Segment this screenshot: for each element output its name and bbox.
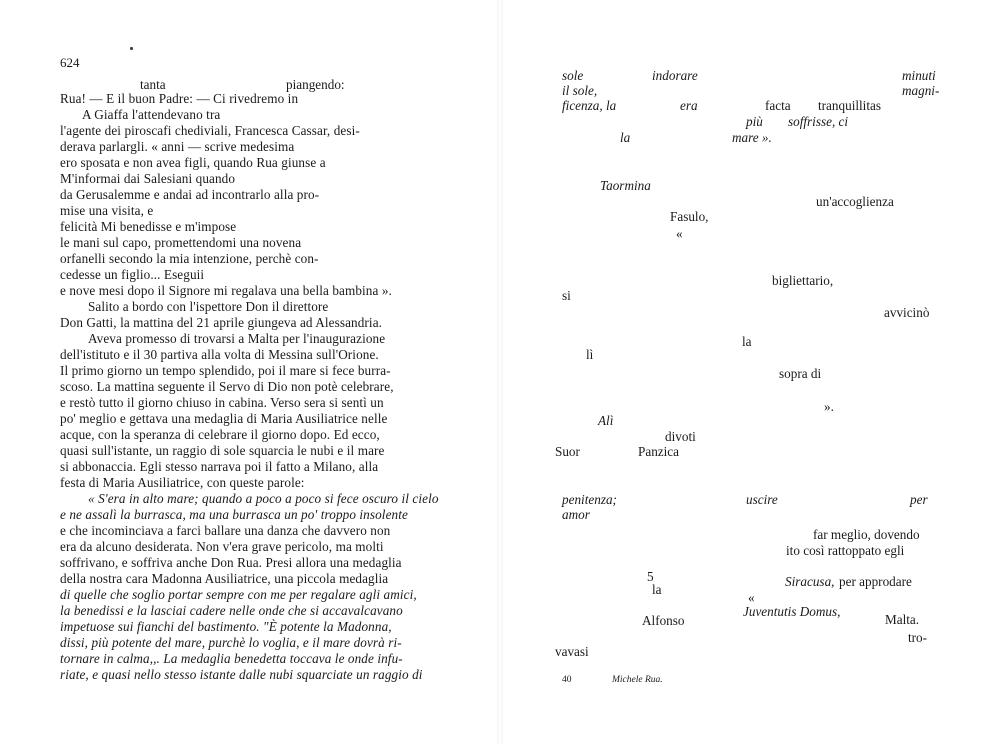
text-line: della nostra cara Madonna Ausiliatrice, una piccola medaglia bbox=[60, 571, 389, 586]
text-line: si abbonaccia. Egli stesso narrava poi il fatto a Milano, alla bbox=[60, 459, 379, 474]
text-fragment: ito così rattoppato egli bbox=[786, 543, 905, 558]
text-fragment: tro- bbox=[908, 630, 928, 645]
text-fragment: minuti bbox=[902, 68, 936, 83]
text-fragment: la bbox=[620, 130, 631, 145]
text-line: po' meglio e gettava una medaglia di Maria Ausiliatrice nelle bbox=[60, 411, 388, 426]
text-line: « S'era in alto mare; quando a poco a poco si fece oscuro il cielo bbox=[88, 491, 439, 506]
text-line: Il primo giorno un tempo splendido, poi il mare si fece burra- bbox=[60, 363, 391, 378]
text-line: di quelle che soglio portar sempre con me per regalare agli amici, bbox=[60, 587, 417, 602]
text-line: e nove mesi dopo il Signore mi regalava una bella bambina ». bbox=[60, 283, 392, 298]
text-fragment: sole bbox=[562, 68, 584, 83]
text-fragment: 5 bbox=[647, 569, 654, 584]
text-line: M'informai dai Salesiani quando bbox=[60, 171, 236, 186]
text-fragment: « bbox=[676, 226, 683, 241]
text-fragment: bigliettario, bbox=[772, 273, 834, 288]
text-fragment: la bbox=[652, 582, 662, 597]
text-line: A Giaffa l'attendevano tra bbox=[82, 107, 221, 122]
text-line: quasi sull'istante, un raggio di sole squarcia le nubi e il mare bbox=[60, 443, 385, 458]
text-fragment: la bbox=[742, 334, 752, 349]
text-line: derava parlargli. « anni — scrive medesima bbox=[60, 139, 295, 154]
text-line: da Gerusalemme e andai ad incontrarlo alla pro- bbox=[60, 187, 320, 202]
right-page bbox=[500, 0, 1002, 744]
text-fragment: un'accoglienza bbox=[816, 194, 894, 209]
text-fragment: divoti bbox=[665, 429, 696, 444]
text-line: cedesse un figlio... Eseguii bbox=[60, 267, 205, 282]
text-line: acque, con la speranza di celebrare il giorno dopo. Ed ecco, bbox=[60, 427, 380, 442]
text-line: Don Gatti, la mattina del 21 aprile giungeva ad Alessandria. bbox=[60, 315, 383, 330]
text-line: soffrivano, e soffriva anche Don Rua. Presi allora una medaglia bbox=[60, 555, 402, 570]
text-fragment: mare ». bbox=[732, 130, 772, 145]
text-fragment: era bbox=[680, 98, 698, 113]
text-fragment: il sole, bbox=[562, 83, 598, 98]
text-line: e restò tutto il giorno chiuso in cabina. Verso sera si sentì un bbox=[60, 395, 384, 410]
text-fragment: indorare bbox=[652, 68, 698, 83]
text-fragment: Panzica bbox=[638, 444, 680, 459]
footer-number: 40 bbox=[562, 675, 572, 685]
text-fragment: Fasulo, bbox=[670, 209, 709, 224]
text-line: orfanelli secondo la mia intenzione, perchè con- bbox=[60, 251, 319, 266]
text-line: le mani sul capo, promettendomi una novena bbox=[60, 235, 302, 250]
text-fragment: « bbox=[748, 590, 755, 605]
footer-title: Michele Rua. bbox=[612, 675, 663, 685]
text-line: e ne assalì la burrasca, ma una burrasca un po' troppo insolente bbox=[60, 507, 408, 522]
text-fragment: far meglio, dovendo bbox=[813, 527, 920, 542]
text-line: l'agente dei piroscafi chediviali, Francesca Cassar, desi- bbox=[60, 123, 360, 138]
text-fragment: penitenza; bbox=[562, 492, 617, 507]
text-line: Rua! — E il buon Padre: — Ci rivedremo in bbox=[60, 91, 299, 106]
text-fragment: vavasi bbox=[555, 644, 589, 659]
text-fragment: magni- bbox=[902, 83, 940, 98]
text-fragment: per bbox=[910, 492, 928, 507]
text-line: scoso. La mattina seguente il Servo di Dio non potè celebrare, bbox=[60, 379, 394, 394]
text-fragment: facta bbox=[765, 98, 791, 113]
page-number: 624 bbox=[60, 55, 80, 70]
left-page bbox=[0, 0, 500, 744]
text-fragment: tranquillitas bbox=[818, 98, 881, 113]
text-line: la benedissi e la lasciai cadere nelle onde che si accavalcavano bbox=[60, 603, 403, 618]
text-line: dell'istituto e il 30 partiva alla volta di Messina sull'Orione. bbox=[60, 347, 379, 362]
text-fragment: amor bbox=[562, 507, 590, 522]
text-fragment: Juventutis Domus, bbox=[743, 604, 841, 619]
text-fragment: Taormina bbox=[600, 178, 651, 193]
text-fragment: si bbox=[562, 288, 571, 303]
text-fragment: soffrisse, ci bbox=[788, 114, 849, 129]
text-line: Salito a bordo con l'ispettore Don il direttore bbox=[88, 299, 329, 314]
text-line: e che incominciava a farci ballare una danza che davvero non bbox=[60, 523, 391, 538]
text-fragment: piangendo: bbox=[286, 77, 345, 92]
text-line: mise una visita, e bbox=[60, 203, 154, 218]
text-line: ero sposata e non avea figli, quando Rua giunse a bbox=[60, 155, 326, 170]
text-fragment: Malta. bbox=[885, 612, 920, 627]
text-fragment: ». bbox=[824, 399, 834, 414]
text-fragment: più bbox=[746, 114, 763, 129]
text-fragment: Siracusa, bbox=[785, 574, 835, 589]
text-line: tornare in calma,,. La medaglia benedetta toccava le onde infu- bbox=[60, 651, 403, 666]
text-fragment: ficenza, la bbox=[562, 98, 617, 113]
text-line: impetuose sui fianchi del bastimento. "È potente la Madonna, bbox=[60, 619, 392, 634]
text-fragment: uscire bbox=[746, 492, 778, 507]
text-fragment: sopra di bbox=[779, 366, 822, 381]
text-fragment: per approdare bbox=[839, 574, 912, 589]
text-line: dissi, più potente del mare, purchè lo voglia, e il mare dovrà ri- bbox=[60, 635, 402, 650]
text-line: felicità Mi benedisse e m'impose bbox=[60, 219, 237, 234]
text-fragment: tanta bbox=[140, 77, 166, 92]
text-fragment: Suor bbox=[555, 444, 580, 459]
text-line: riate, e quasi nello stesso istante dalle nubi squarciate un raggio di bbox=[60, 667, 423, 682]
text-fragment: Alfonso bbox=[642, 613, 685, 628]
text-line: Aveva promesso di trovarsi a Malta per l'inaugurazione bbox=[88, 331, 386, 346]
text-fragment: avvicinò bbox=[884, 305, 930, 320]
text-fragment: Alì bbox=[598, 413, 614, 428]
text-fragment: lì bbox=[586, 347, 594, 362]
text-line: era da alcuno desiderata. Non v'era grave pericolo, ma molti bbox=[60, 539, 384, 554]
text-line: festa di Maria Ausiliatrice, con queste parole: bbox=[60, 475, 305, 490]
ink-mark bbox=[130, 47, 133, 50]
